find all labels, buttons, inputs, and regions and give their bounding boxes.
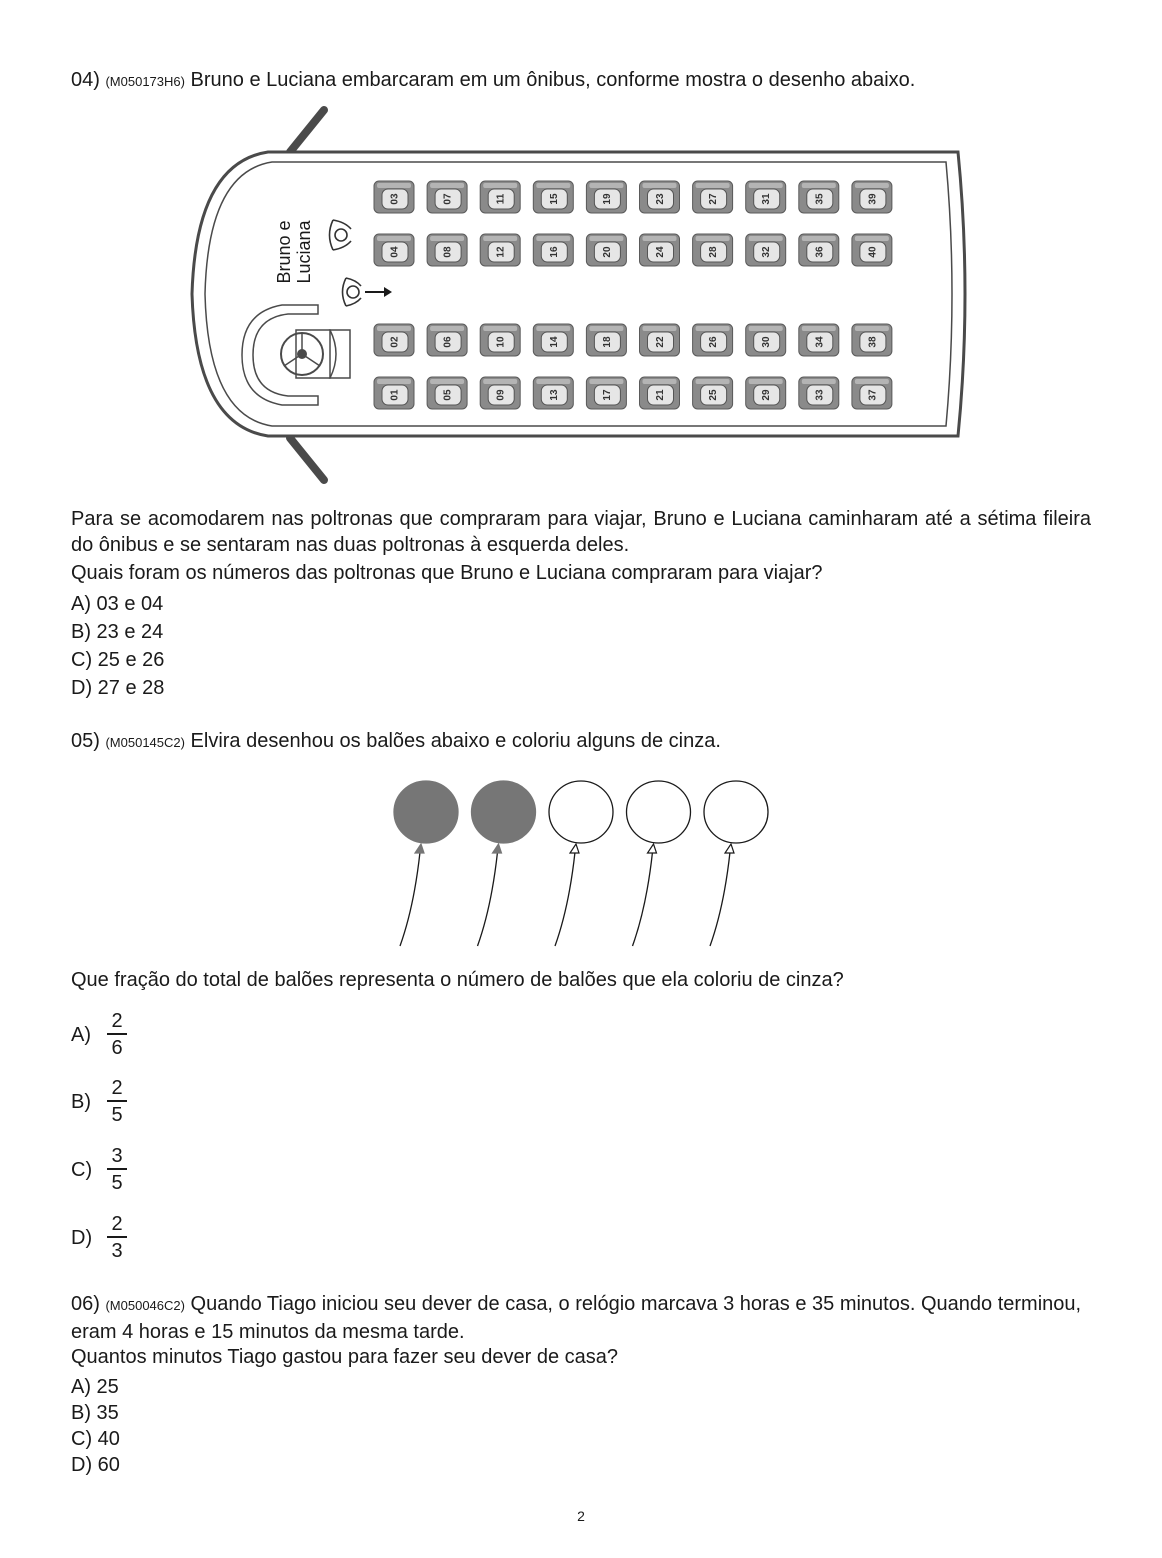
seat-number: 22 bbox=[655, 336, 666, 348]
seat-27 bbox=[693, 181, 733, 213]
seat-number: 32 bbox=[761, 246, 773, 258]
seat-number: 24 bbox=[655, 246, 666, 258]
q5-option-d-fraction bbox=[107, 1213, 127, 1262]
fraction-denominator: 3 bbox=[111, 1240, 123, 1262]
fraction-numerator: 2 bbox=[111, 1077, 123, 1099]
seat-number: 27 bbox=[708, 193, 720, 205]
fraction-denominator: 6 bbox=[111, 1037, 123, 1059]
q5-option-d-letter: D) bbox=[71, 1227, 93, 1249]
seat-number: 40 bbox=[867, 246, 879, 258]
seat-number: 23 bbox=[655, 193, 666, 205]
seat-number: 20 bbox=[601, 246, 613, 258]
fraction-denominator: 5 bbox=[111, 1172, 123, 1194]
balloon-gray bbox=[394, 781, 458, 946]
seat-20 bbox=[586, 234, 626, 266]
bus-door-top bbox=[290, 110, 324, 152]
seat-number: 04 bbox=[389, 246, 401, 258]
seat-number: 14 bbox=[548, 336, 560, 348]
q5-question: Que fração do total de balões representa o número de balões que ela coloriu de cinza? bbox=[71, 969, 844, 991]
seat-number: 16 bbox=[548, 246, 560, 258]
seat-04 bbox=[374, 234, 414, 266]
seat-number: 39 bbox=[867, 193, 879, 205]
fraction-bar bbox=[107, 1168, 127, 1170]
q6-question: Quantos minutos Tiago gastou para fazer seu dever de casa? bbox=[71, 1346, 619, 1368]
seat-number: 25 bbox=[708, 389, 720, 401]
q6-code: (M050046C2) bbox=[105, 1298, 185, 1313]
q6-option-c[interactable]: C) 40 bbox=[71, 1428, 120, 1450]
balloon-gray bbox=[472, 781, 536, 946]
seat-number: 02 bbox=[389, 336, 401, 348]
seat-30 bbox=[746, 324, 786, 356]
seat-number: 35 bbox=[814, 193, 826, 205]
balloons-figure bbox=[385, 770, 785, 955]
q4-stem: Bruno e Luciana embarcaram em um ônibus, conforme mostra o desenho abaixo. bbox=[190, 69, 916, 91]
balloon-white bbox=[549, 781, 613, 946]
seat-number: 10 bbox=[495, 336, 507, 348]
seat-number: 31 bbox=[761, 193, 773, 205]
seat-23 bbox=[640, 181, 680, 213]
seat-number: 09 bbox=[495, 389, 507, 401]
seat-09 bbox=[480, 377, 520, 409]
seat-number: 15 bbox=[548, 193, 560, 205]
q4-number: 04) bbox=[71, 69, 100, 91]
seat-03 bbox=[374, 181, 414, 213]
q4-heading bbox=[71, 68, 915, 94]
q6-option-a[interactable]: A) 25 bbox=[71, 1376, 119, 1398]
seat-number: 21 bbox=[655, 389, 666, 401]
seat-number: 38 bbox=[867, 336, 879, 348]
q5-option-c-fraction bbox=[107, 1145, 127, 1194]
q4-option-c[interactable]: C) 25 e 26 bbox=[71, 649, 165, 671]
q6-option-d[interactable]: D) 60 bbox=[71, 1454, 120, 1476]
seat-10 bbox=[480, 324, 520, 356]
seat-number: 05 bbox=[442, 389, 454, 401]
q4-option-b[interactable]: B) 23 e 24 bbox=[71, 621, 164, 643]
q5-option-c-letter: C) bbox=[71, 1159, 93, 1181]
seat-31 bbox=[746, 181, 786, 213]
fraction-numerator: 3 bbox=[111, 1145, 123, 1167]
q6-stem-block bbox=[71, 1291, 1091, 1345]
seat-38 bbox=[852, 324, 892, 356]
seat-13 bbox=[533, 377, 573, 409]
seat-32 bbox=[746, 234, 786, 266]
seat-number: 17 bbox=[601, 389, 613, 401]
seat-number: 08 bbox=[442, 246, 454, 258]
seat-25 bbox=[693, 377, 733, 409]
q4-option-a[interactable]: A) 03 e 04 bbox=[71, 593, 164, 615]
seat-number: 13 bbox=[548, 389, 560, 401]
seat-36 bbox=[799, 234, 839, 266]
seat-39 bbox=[852, 181, 892, 213]
fraction-bar bbox=[107, 1033, 127, 1035]
bus-door-bottom bbox=[290, 438, 324, 480]
q5-option-a-fraction bbox=[107, 1010, 127, 1059]
seat-number: 06 bbox=[442, 336, 454, 348]
seat-number: 07 bbox=[442, 193, 454, 205]
seat-28 bbox=[693, 234, 733, 266]
balloon-white bbox=[627, 781, 691, 946]
page-number: 2 bbox=[577, 1508, 585, 1524]
seat-26 bbox=[693, 324, 733, 356]
seat-number: 12 bbox=[495, 246, 507, 258]
q4-paragraph: Para se acomodarem nas poltronas que compraram para viajar, Bruno e Luciana caminharam até a sétima fileira do ônibus e se sentaram nas duas poltronas à esquerda deles. bbox=[71, 508, 1091, 556]
seat-29 bbox=[746, 377, 786, 409]
seat-18 bbox=[586, 324, 626, 356]
seat-number: 33 bbox=[814, 389, 826, 401]
q4-option-d[interactable]: D) 27 e 28 bbox=[71, 677, 165, 699]
seat-number: 36 bbox=[814, 246, 826, 258]
seat-number: 37 bbox=[867, 389, 879, 401]
seat-number: 28 bbox=[708, 246, 720, 258]
seat-22 bbox=[640, 324, 680, 356]
seat-19 bbox=[586, 181, 626, 213]
seat-number: 01 bbox=[389, 389, 401, 401]
seat-07 bbox=[427, 181, 467, 213]
seat-number: 11 bbox=[495, 193, 507, 205]
seat-06 bbox=[427, 324, 467, 356]
q4-question: Quais foram os números das poltronas que Bruno e Luciana compraram para viajar? bbox=[71, 562, 823, 584]
seat-number: 18 bbox=[601, 336, 613, 348]
seat-17 bbox=[586, 377, 626, 409]
seat-number: 29 bbox=[761, 389, 773, 401]
seat-11 bbox=[480, 181, 520, 213]
seat-35 bbox=[799, 181, 839, 213]
seat-15 bbox=[533, 181, 573, 213]
fraction-numerator: 2 bbox=[111, 1213, 123, 1235]
bus-outline bbox=[192, 152, 965, 436]
seat-21 bbox=[640, 377, 680, 409]
seat-12 bbox=[480, 234, 520, 266]
q5-heading bbox=[71, 729, 721, 755]
fraction-bar bbox=[107, 1100, 127, 1102]
seat-number: 30 bbox=[761, 336, 773, 348]
seat-number: 19 bbox=[601, 193, 613, 205]
seat-05 bbox=[427, 377, 467, 409]
seat-14 bbox=[533, 324, 573, 356]
q5-stem: Elvira desenhou os balões abaixo e coloriu alguns de cinza. bbox=[190, 730, 721, 752]
seat-number: 34 bbox=[814, 336, 826, 348]
seat-number: 03 bbox=[389, 193, 401, 205]
seat-16 bbox=[533, 234, 573, 266]
seat-24 bbox=[640, 234, 680, 266]
fraction-bar bbox=[107, 1236, 127, 1238]
seat-37 bbox=[852, 377, 892, 409]
seat-08 bbox=[427, 234, 467, 266]
q5-number: 05) bbox=[71, 730, 100, 752]
q5-code: (M050145C2) bbox=[105, 735, 185, 750]
seat-number: 26 bbox=[708, 336, 720, 348]
q5-option-b-letter: B) bbox=[71, 1091, 91, 1113]
q4-code: (M050173H6) bbox=[105, 74, 185, 89]
fraction-numerator: 2 bbox=[111, 1010, 123, 1032]
fraction-denominator: 5 bbox=[111, 1104, 123, 1126]
bus-seat-map bbox=[180, 105, 980, 490]
q6-stem: Quando Tiago iniciou seu dever de casa, o relógio marcava 3 horas e 35 minutos. Quando terminou, eram 4 horas e 15 minutos da mesma tarde. bbox=[71, 1293, 1082, 1343]
q6-number: 06) bbox=[71, 1293, 100, 1315]
q5-option-a-letter: A) bbox=[71, 1024, 91, 1046]
q6-option-b[interactable]: B) 35 bbox=[71, 1402, 119, 1424]
seat-01 bbox=[374, 377, 414, 409]
luciana-label: Luciana bbox=[294, 220, 314, 284]
seat-02 bbox=[374, 324, 414, 356]
seat-40 bbox=[852, 234, 892, 266]
balloon-white bbox=[704, 781, 768, 946]
bruno-label: Bruno e bbox=[274, 220, 294, 284]
q5-option-b-fraction bbox=[107, 1077, 127, 1126]
seat-34 bbox=[799, 324, 839, 356]
seat-33 bbox=[799, 377, 839, 409]
